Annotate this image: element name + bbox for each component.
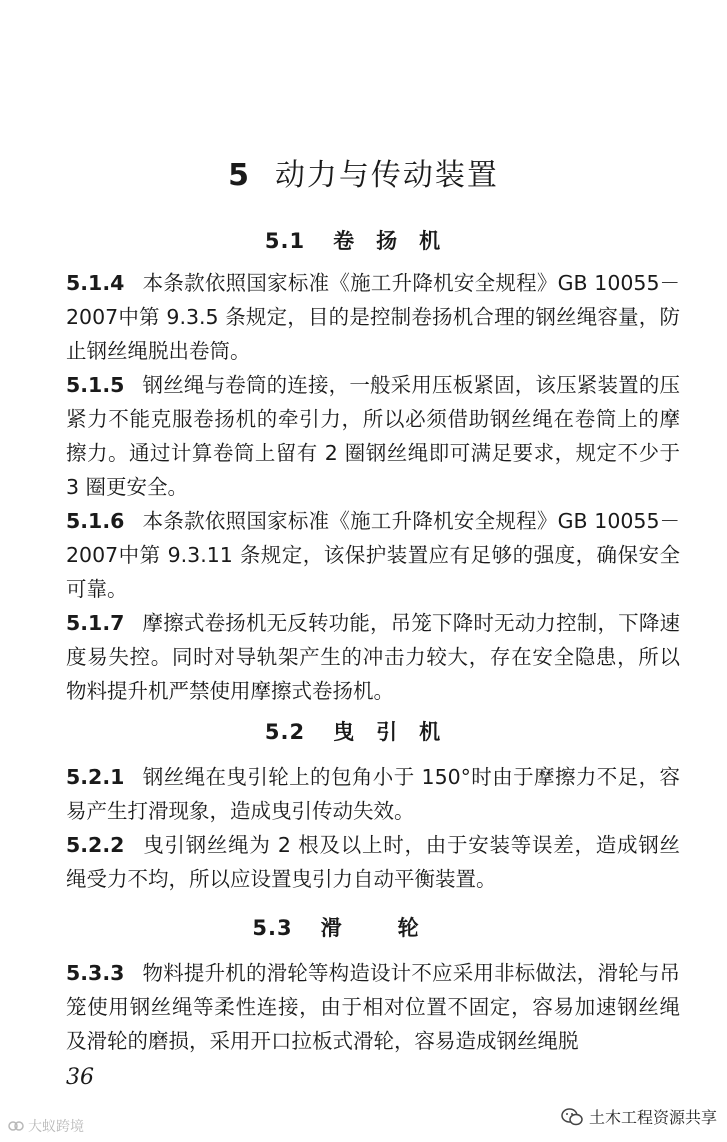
section-heading (0, 225, 727, 255)
section-title: 卷扬机 (333, 229, 463, 253)
clause-number: 5.2.2 (66, 833, 125, 857)
chapter-title-text: 动力与传动装置 (274, 158, 499, 193)
clause-text: 摩擦式卷扬机无反转功能，吊笼下降时无动力控制，下降速度易失控。同时对导轨架产生的冲击力较大，存在安全隐患，所以物料提升机严禁使用摩擦式卷扬机。 (66, 611, 680, 703)
paragraph (66, 956, 680, 1058)
paragraph (66, 266, 680, 368)
paragraph (66, 368, 680, 504)
section-title: 曳引机 (333, 720, 463, 744)
clause-number: 5.1.7 (66, 611, 125, 635)
wechat-icon (561, 1108, 583, 1126)
watermark-left-text: 大蚁跨境 (28, 1119, 84, 1135)
watermark-right (561, 1105, 717, 1128)
chapter-number: 5 (228, 158, 251, 193)
section-heading (0, 912, 727, 942)
ant-logo-icon (8, 1119, 24, 1133)
section-number: 5.1 (264, 229, 306, 253)
paragraph (66, 760, 680, 828)
watermark-right-text: 土木工程资源共享 (588, 1108, 717, 1127)
paragraph (66, 504, 680, 606)
clause-text: 钢丝绳在曳引轮上的包角小于 150°时由于摩擦力不足，容易产生打滑现象，造成曳引传动失效。 (66, 765, 680, 823)
section-number: 5.2 (264, 720, 306, 744)
clause-number: 5.1.5 (66, 373, 125, 397)
section-title: 滑轮 (320, 916, 475, 940)
paragraph (66, 828, 680, 896)
clause-text: 本条款依照国家标准《施工升降机安全规程》GB 10055－2007中第 9.3.11 条规定，该保护装置应有足够的强度，确保安全可靠。 (66, 509, 680, 601)
watermark-left (8, 1116, 84, 1136)
section-heading (0, 716, 727, 746)
clause-number: 5.1.4 (66, 271, 125, 295)
clause-number: 5.1.6 (66, 509, 125, 533)
clause-text: 本条款依照国家标准《施工升降机安全规程》GB 10055－2007中第 9.3.5 条规定，目的是控制卷扬机合理的钢丝绳容量，防止钢丝绳脱出卷筒。 (66, 271, 680, 363)
clause-text: 物料提升机的滑轮等构造设计不应采用非标做法，滑轮与吊笼使用钢丝绳等柔性连接，由于相对位置不固定，容易加速钢丝绳及滑轮的磨损，采用开口拉板式滑轮，容易造成钢丝绳脱 (66, 961, 680, 1053)
clause-number: 5.2.1 (66, 765, 125, 789)
clause-text: 钢丝绳与卷筒的连接，一般采用压板紧固，该压紧装置的压紧力不能克服卷扬机的牵引力，所以必须借助钢丝绳在卷筒上的摩擦力。通过计算卷筒上留有 2 圈钢丝绳即可满足要求，规定不少于 3 圈更安全。 (66, 373, 680, 499)
paragraph (66, 606, 680, 708)
section-number: 5.3 (252, 916, 293, 940)
chapter-title (0, 150, 727, 194)
clause-number: 5.3.3 (66, 961, 125, 985)
clause-text: 曳引钢丝绳为 2 根及以上时，由于安装等误差，造成钢丝绳受力不均，所以应设置曳引力自动平衡装置。 (66, 833, 680, 891)
page-number: 36 (66, 1065, 94, 1090)
